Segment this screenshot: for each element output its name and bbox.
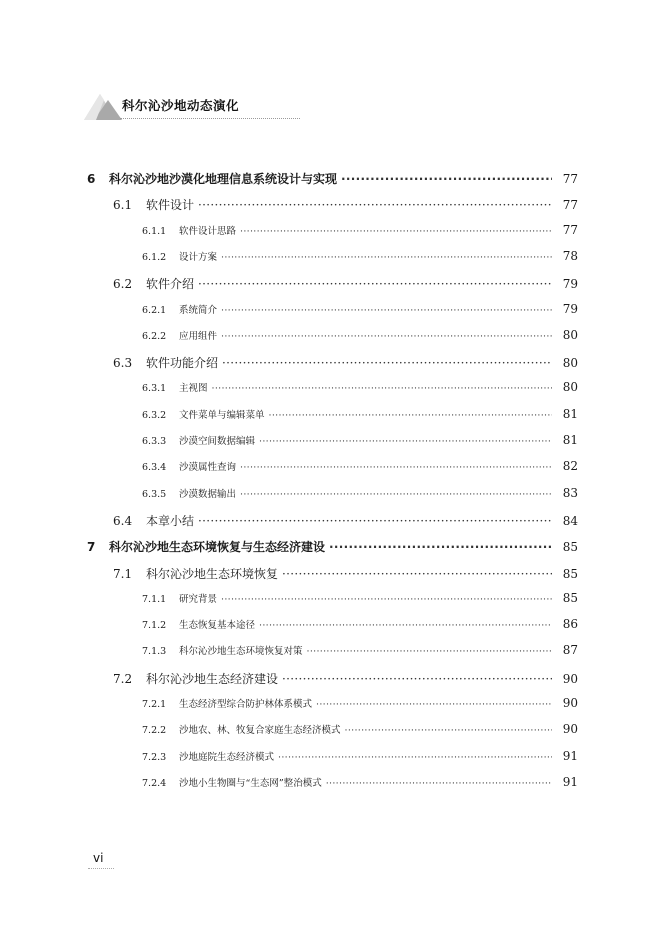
toc-entry-page: 91 [562, 774, 578, 789]
toc-entry-number: 7.1.2 [142, 620, 167, 632]
toc-entry-number: 7.2.3 [142, 751, 167, 763]
toc-leader-dots [278, 752, 552, 763]
toc-entry-title: 科尔沁沙地生态环境恢复与生态经济建设 [109, 540, 326, 555]
toc-entry-title: 软件设计思路 [179, 225, 237, 237]
toc-entry[interactable] [0, 670, 578, 687]
toc-entry-number: 7.2.4 [142, 777, 167, 789]
toc-entry-page: 90 [562, 696, 578, 710]
toc-entry[interactable] [0, 696, 578, 710]
toc-entry[interactable] [0, 749, 578, 763]
toc-entry-number: 6.3 [113, 356, 133, 371]
toc-entry[interactable] [0, 591, 578, 605]
toc-leader-dots [240, 462, 552, 473]
toc-leader-dots [222, 356, 552, 370]
toc-leader-dots [341, 172, 552, 186]
toc-entry[interactable] [0, 302, 578, 316]
toc-entry-title: 主视图 [179, 383, 208, 395]
toc-entry-number: 6.2 [113, 277, 133, 292]
toc-entry-number: 7.2.1 [142, 699, 167, 710]
toc-entry-number: 7.2.2 [142, 725, 167, 737]
toc-entry-page: 77 [562, 198, 578, 213]
toc-entry[interactable] [0, 223, 578, 237]
toc-entry-title: 软件介绍 [146, 277, 195, 292]
toc-entry-page: 80 [562, 327, 578, 342]
toc-entry-title: 系统简介 [179, 304, 218, 316]
toc-entry-page: 86 [562, 617, 578, 632]
toc-entry[interactable] [0, 196, 578, 213]
toc-leader-dots [326, 778, 552, 789]
toc-entry-number: 6.3.1 [142, 383, 167, 395]
toc-entry-title: 研究背景 [179, 593, 218, 605]
toc-entry-number: 6 [87, 172, 96, 186]
toc-leader-dots [269, 410, 552, 421]
toc-entry-title: 生态恢复基本途径 [179, 620, 256, 632]
toc-entry-title: 沙漠空间数据编辑 [179, 436, 256, 447]
toc-entry-number: 6.3.3 [142, 436, 167, 447]
toc-leader-dots [198, 514, 552, 528]
toc-entry-page: 85 [562, 540, 578, 555]
footer-rule [88, 868, 114, 869]
toc-entry[interactable] [0, 170, 578, 187]
toc-entry-page: 79 [562, 301, 578, 316]
toc-entry-title: 软件设计 [146, 198, 195, 213]
toc-entry[interactable] [0, 275, 578, 292]
toc-entry-page: 77 [562, 222, 578, 237]
toc-leader-dots [240, 489, 552, 500]
toc-leader-dots [329, 540, 552, 554]
toc-entry-number: 7.1 [113, 566, 133, 581]
toc-leader-dots [282, 672, 552, 686]
toc-entry-number: 7.2 [113, 671, 133, 686]
toc-entry-title: 科尔沁沙地生态经济建设 [146, 671, 279, 686]
toc-leader-dots [198, 198, 552, 212]
toc-leader-dots [221, 305, 552, 316]
toc-entry-number: 7.1.3 [142, 646, 167, 658]
toc-entry-title: 沙地庭院生态经济模式 [179, 751, 275, 763]
toc-entry-number: 6.2.2 [142, 330, 167, 342]
toc-entry[interactable] [0, 380, 578, 394]
toc-entry[interactable] [0, 617, 578, 631]
page-number: vi [93, 851, 104, 865]
toc-entry[interactable] [0, 722, 578, 736]
toc-entry-page: 90 [562, 722, 578, 737]
toc-entry-number: 6.1 [113, 198, 133, 213]
toc-entry-page: 91 [562, 748, 578, 763]
toc-entry-page: 81 [562, 433, 578, 447]
toc-entry[interactable] [0, 433, 578, 447]
toc-leader-dots [282, 567, 552, 581]
toc-leader-dots [240, 226, 552, 237]
toc-entry-title: 沙地农、林、牧复合家庭生态经济模式 [179, 725, 341, 737]
toc-entry-page: 78 [562, 248, 578, 263]
toc-leader-dots [316, 699, 552, 710]
toc-entry-page: 83 [562, 485, 578, 500]
toc-entry-title: 文件菜单与编辑菜单 [179, 409, 265, 421]
toc-entry-page: 82 [562, 459, 578, 474]
toc-entry-page: 79 [562, 277, 578, 292]
toc-entry-page: 81 [562, 406, 578, 421]
toc-leader-dots [221, 331, 552, 342]
toc-entry-number: 6.1.2 [142, 251, 167, 263]
toc-entry-page: 85 [562, 566, 578, 581]
toc-entry-page: 87 [562, 643, 578, 658]
toc-entry[interactable] [0, 459, 578, 473]
toc-entry-title: 科尔沁沙地生态环境恢复对策 [179, 646, 303, 658]
toc-leader-dots [221, 252, 552, 263]
toc-entry-page: 85 [562, 590, 578, 605]
toc-entry-title: 沙漠属性查询 [179, 462, 237, 474]
toc-entry-number: 6.4 [113, 513, 133, 528]
toc-entry-number: 7 [87, 540, 96, 555]
toc-entry-title: 软件功能介绍 [146, 356, 219, 371]
toc-entry-page: 90 [562, 671, 578, 686]
toc-entry[interactable] [0, 328, 578, 342]
toc-entry-title: 科尔沁沙地生态环境恢复 [146, 566, 279, 581]
toc-entry[interactable] [0, 565, 578, 582]
toc-entry-title: 本章小结 [146, 513, 195, 528]
toc-entry[interactable] [0, 486, 578, 500]
header-rule [120, 118, 300, 119]
toc-entry[interactable] [0, 775, 578, 789]
toc-entry-page: 84 [562, 513, 578, 528]
toc-entry-page: 80 [562, 356, 578, 371]
toc-entry-number: 6.3.2 [142, 409, 167, 421]
toc-entry[interactable] [0, 512, 578, 529]
toc-entry-title: 科尔沁沙地沙漠化地理信息系统设计与实现 [109, 172, 338, 186]
toc-entry-number: 7.1.1 [142, 593, 167, 605]
header-title: 科尔沁沙地动态演化 [122, 98, 240, 113]
toc-entry[interactable] [0, 538, 578, 555]
toc-leader-dots [259, 620, 552, 631]
toc-entry[interactable] [0, 643, 578, 657]
toc-entry-page: 80 [562, 380, 578, 395]
toc-leader-dots [221, 594, 552, 605]
running-header [82, 88, 302, 124]
toc-entry-title: 生态经济型综合防护林体系模式 [179, 699, 313, 710]
toc-entry-title: 设计方案 [179, 251, 218, 263]
toc-leader-dots [212, 383, 552, 394]
toc-entry[interactable] [0, 249, 578, 263]
toc-leader-dots [198, 277, 552, 291]
toc-entry-number: 6.2.1 [142, 304, 167, 316]
toc-leader-dots [307, 646, 552, 657]
toc-entry-title: 应用组件 [179, 330, 218, 342]
toc-entry-title: 沙漠数据输出 [179, 488, 237, 500]
toc-leader-dots [259, 436, 552, 447]
toc-entry-page: 77 [562, 172, 578, 186]
toc-entry[interactable] [0, 354, 578, 371]
toc-entry-title: 沙地小生物圈与“生态网”整治模式 [179, 777, 322, 789]
toc-entry-number: 6.3.5 [142, 488, 167, 500]
toc-entry-number: 6.1.1 [142, 225, 167, 237]
toc-leader-dots [345, 725, 552, 736]
toc-entry[interactable] [0, 407, 578, 421]
toc-entry-number: 6.3.4 [142, 462, 167, 474]
